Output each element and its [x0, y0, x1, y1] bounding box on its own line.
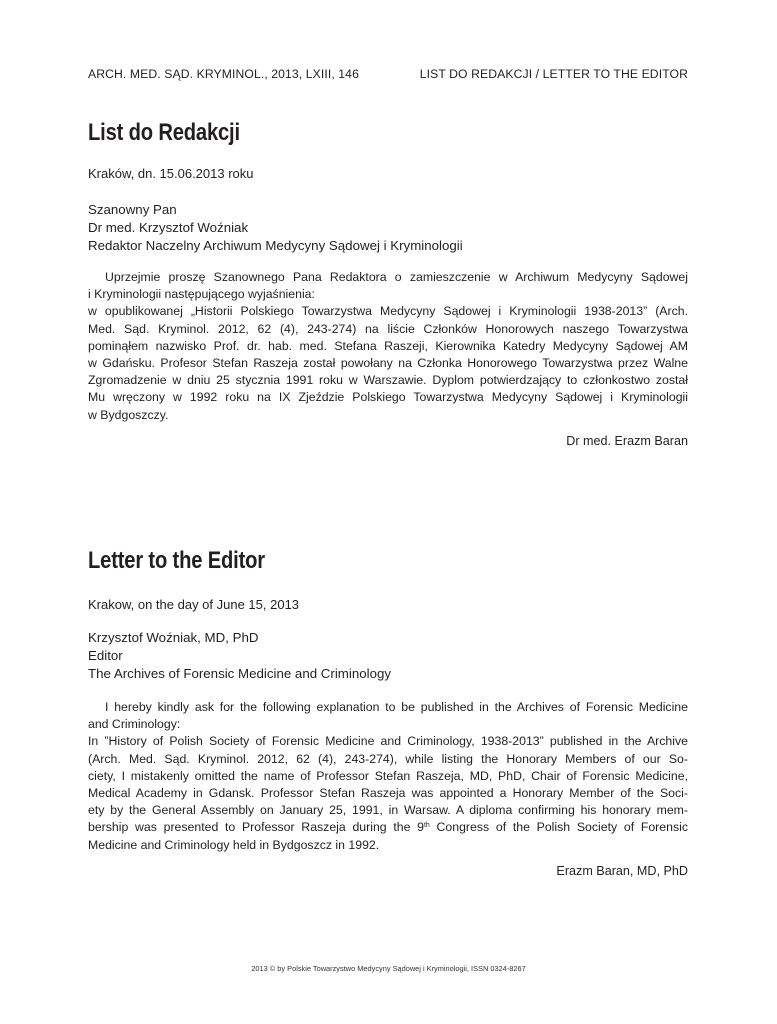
body-line: In ”History of Polish Society of Forensic Medicine and Criminology, 1938-2013” published in the Archive [88, 734, 688, 749]
polish-letter-body [88, 269, 688, 424]
body-line: Med. Sąd. Kryminol. 2012, 62 (4), 243-274) na liście Członków Honorowych naszego Towarzystwa [88, 321, 688, 336]
body-line: ciety, I mistakenly omitted the name of Professor Stefan Raszeja, MD, PhD, Chair of Forensic Medicine, [88, 768, 688, 783]
body-line-text: Congress of the Polish Society of Forensic [429, 820, 688, 835]
polish-signature: Dr med. Erazm Baran [566, 434, 688, 448]
body-line: Medical Academy in Gdansk. Professor Stefan Raszeja was appointed a Honorary Member of the Soci- [88, 785, 688, 800]
body-line: Mu wręczony w 1992 roku na IX Zjeździe Polskiego Towarzystwa Medycyny Sądowej i Kryminologii [88, 390, 688, 405]
running-header-citation: ARCH. MED. SĄD. KRYMINOL., 2013, LXIII, 146 [88, 67, 359, 81]
english-letter-title: Letter to the Editor [88, 547, 265, 574]
body-line: w Bydgoszczy. [88, 407, 169, 422]
body-line: pominąłem nazwisko Prof. dr. hab. med. Stefana Raszeji, Kierownika Katedry Medycyny Sądowej AM [88, 338, 688, 353]
ordinal-superscript: th [423, 822, 430, 830]
body-line: i Kryminologii następującego wyjaśnienia: [88, 287, 315, 302]
running-header-section: LIST DO REDAKCJI / LETTER TO THE EDITOR [419, 67, 688, 81]
copyright-footer: 2013 © by Polskie Towarzystwo Medycyny Sądowej i Kryminologii, ISSN 0324-8267 [251, 964, 526, 973]
body-line: Zgromadzenie w dniu 25 stycznia 1991 roku w Warszawie. Dyplom potwierdzający to członkostwo został [88, 373, 688, 388]
body-line: Medicine and Criminology held in Bydgoszcz in 1992. [88, 837, 380, 852]
body-line: w Gdańsku. Profesor Stefan Raszeja został powołany na Członka Honorowego Towarzystwa przez Walne [88, 355, 688, 370]
addressee-line: Krzysztof Woźniak, MD, PhD [88, 630, 259, 645]
body-line-text: bership was presented to Professor Raszeja during the 9 [88, 820, 424, 835]
addressee-line: Dr med. Krzysztof Woźniak [88, 220, 249, 235]
polish-letter-title: List do Redakcji [88, 119, 240, 146]
body-line: and Criminology: [88, 717, 181, 732]
body-line: (Arch. Med. Sąd. Kryminol. 2012, 62 (4), 243-274), while listing the Honorary Members of our So- [88, 751, 688, 766]
body-line: ety by the General Assembly on January 25, 1991, in Warsaw. A diploma confirming his honorary mem- [88, 803, 688, 818]
english-letter-body [88, 699, 688, 854]
body-line: I hereby kindly ask for the following explanation to be published in the Archives of Forensic Medicine [105, 700, 688, 714]
polish-letter-date: Kraków, dn. 15.06.2013 roku [88, 166, 254, 181]
body-line [88, 819, 688, 836]
addressee-line: Szanowny Pan [88, 202, 177, 217]
body-line: Uprzejmie proszę Szanownego Pana Redaktora o zamieszczenie w Archiwum Medycyny Sądowej [105, 270, 688, 284]
english-letter-date: Krakow, on the day of June 15, 2013 [88, 597, 300, 612]
addressee-line: The Archives of Forensic Medicine and Criminology [88, 666, 392, 681]
body-line: w opublikowanej „Historii Polskiego Towarzystwa Medycyny Sądowej i Kryminologii 1938-2013” (Arch. [88, 304, 688, 319]
english-signature: Erazm Baran, MD, PhD [556, 864, 688, 878]
english-addressee [88, 629, 391, 683]
addressee-line: Redaktor Naczelny Archiwum Medycyny Sądowej i Kryminologii [88, 238, 463, 253]
polish-addressee [88, 201, 463, 255]
addressee-line: Editor [88, 648, 123, 663]
